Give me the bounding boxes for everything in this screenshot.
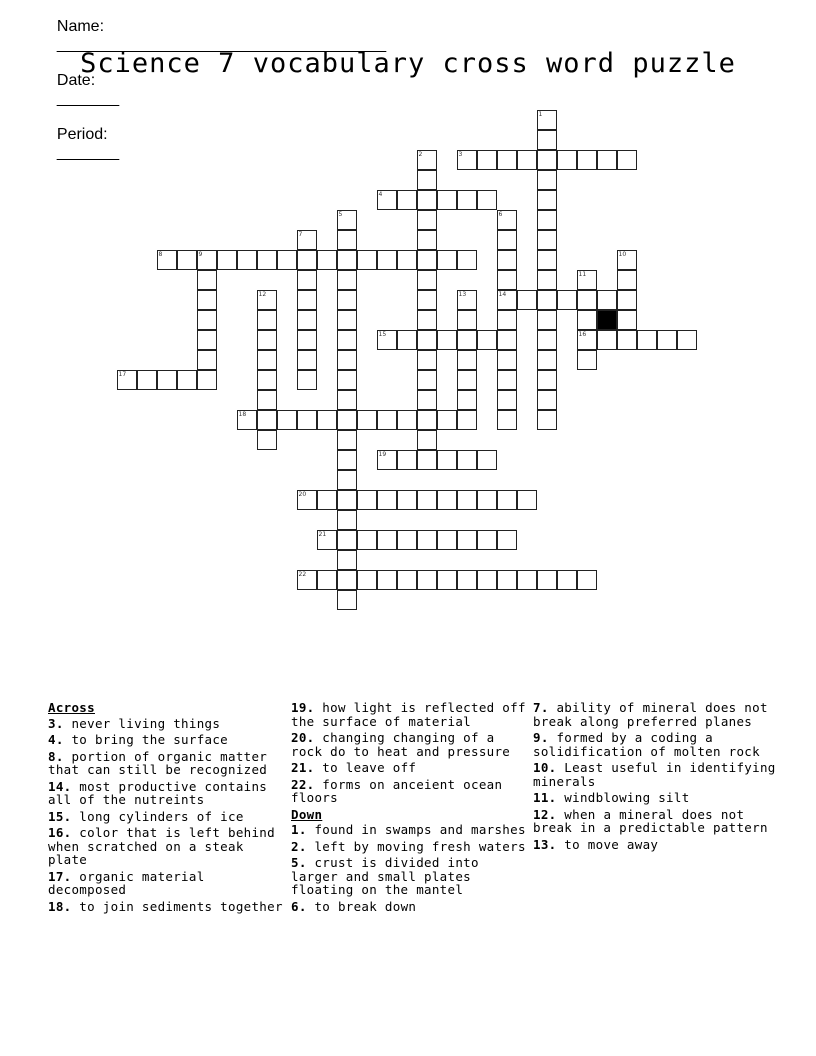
grid-cell[interactable] (417, 290, 437, 310)
grid-cell[interactable] (317, 250, 337, 270)
grid-cell[interactable] (457, 290, 477, 310)
clue-text: ability of mineral does not break along preferred planes (533, 700, 768, 729)
grid-cell[interactable] (497, 290, 517, 310)
clue-item (48, 733, 288, 747)
grid-cell[interactable] (397, 410, 417, 430)
grid-cell[interactable] (537, 250, 557, 270)
name-blank[interactable]: _____________________________________ (56, 36, 387, 53)
grid-cell[interactable] (317, 490, 337, 510)
grid-cell[interactable] (337, 250, 357, 270)
grid-cell[interactable] (497, 150, 517, 170)
clue-number: 13 (458, 290, 467, 298)
grid-cell[interactable] (577, 350, 597, 370)
grid-cell[interactable] (377, 190, 397, 210)
page-title: Science 7 vocabulary cross word puzzle (80, 48, 736, 79)
grid-cell[interactable] (257, 410, 277, 430)
grid-cell[interactable] (537, 230, 557, 250)
clue-text: changing changing of a rock do to heat and pressure (291, 730, 511, 759)
grid-cell[interactable] (517, 290, 537, 310)
clue-num: 3. (48, 715, 64, 731)
grid-cell[interactable] (337, 290, 357, 310)
grid-cell[interactable] (497, 310, 517, 330)
clue-number: 15 (378, 330, 387, 338)
clue-text: to bring the surface (63, 732, 228, 747)
grid-cell[interactable] (337, 570, 357, 590)
grid-cell[interactable] (577, 290, 597, 310)
grid-cell[interactable] (277, 410, 297, 430)
clue-num: 19. (291, 700, 315, 715)
grid-cell[interactable] (537, 370, 557, 390)
clue-text: to join sediments together (71, 898, 283, 914)
grid-cell[interactable] (297, 370, 317, 390)
grid-cell[interactable] (537, 110, 557, 130)
date-label: Date: (56, 72, 96, 89)
clue-text: found in swamps and marshes (306, 822, 526, 837)
grid-cell[interactable] (457, 310, 477, 330)
clue-num: 20. (291, 730, 315, 745)
grid-cell[interactable] (477, 190, 497, 210)
clue-number: 22 (298, 570, 307, 578)
grid-cell[interactable] (457, 450, 477, 470)
grid-cell[interactable] (457, 330, 477, 350)
grid-cell[interactable] (197, 250, 217, 270)
clue-num: 17. (48, 868, 72, 884)
grid-cell[interactable] (537, 150, 557, 170)
grid-cell[interactable] (337, 310, 357, 330)
grid-cell[interactable] (377, 490, 397, 510)
grid-cell[interactable] (337, 350, 357, 370)
clue-number: 21 (318, 530, 327, 538)
clue-item (533, 761, 783, 788)
grid-cell[interactable] (337, 370, 357, 390)
clue-text: never living things (63, 715, 221, 731)
grid-cell[interactable] (297, 250, 317, 270)
grid-cell[interactable] (337, 230, 357, 250)
clue-number: 14 (498, 290, 507, 298)
clue-text: organic material decomposed (48, 868, 205, 897)
clue-item (533, 838, 783, 852)
grid-cell[interactable] (537, 270, 557, 290)
grid-cell[interactable] (537, 170, 557, 190)
clue-number: 1 (538, 110, 543, 118)
grid-cell[interactable] (297, 290, 317, 310)
grid-cell[interactable] (337, 550, 357, 570)
grid-cell[interactable] (497, 410, 517, 430)
grid-cell[interactable] (457, 530, 477, 550)
grid-cell[interactable] (557, 290, 577, 310)
grid-cell[interactable] (337, 390, 357, 410)
grid-cell[interactable] (417, 370, 437, 390)
grid-cell[interactable] (197, 270, 217, 290)
grid-cell[interactable] (337, 410, 357, 430)
grid-cell[interactable] (517, 150, 537, 170)
grid-cell[interactable] (617, 290, 637, 310)
grid-cell[interactable] (417, 490, 437, 510)
clue-num: 5. (291, 855, 307, 870)
clue-item (533, 701, 783, 728)
grid-cell[interactable] (437, 570, 457, 590)
clue-text: to move away (556, 836, 659, 852)
grid-cell[interactable] (417, 310, 437, 330)
clue-item (291, 731, 531, 758)
grid-cell[interactable] (437, 530, 457, 550)
grid-cell[interactable] (417, 350, 437, 370)
clues-column-3 (533, 701, 783, 854)
clue-number: 7 (298, 230, 303, 238)
grid-cell[interactable] (417, 250, 437, 270)
grid-cell[interactable] (557, 570, 577, 590)
grid-cell[interactable] (257, 310, 277, 330)
grid-cell[interactable] (237, 250, 257, 270)
grid-cell[interactable] (617, 310, 637, 330)
grid-cell[interactable] (277, 250, 297, 270)
grid-cell[interactable] (357, 410, 377, 430)
grid-cell[interactable] (537, 130, 557, 150)
grid-cell[interactable] (417, 570, 437, 590)
grid-cell[interactable] (297, 270, 317, 290)
grid-cell[interactable] (197, 370, 217, 390)
clue-num: 1. (291, 822, 307, 837)
grid-cell[interactable] (137, 370, 157, 390)
grid-cell[interactable] (497, 490, 517, 510)
grid-cell[interactable] (397, 490, 417, 510)
grid-cell[interactable] (257, 290, 277, 310)
clue-text: left by moving fresh waters (306, 838, 526, 854)
grid-cell[interactable] (337, 210, 357, 230)
grid-cell[interactable] (257, 370, 277, 390)
grid-cell[interactable] (497, 530, 517, 550)
grid-cell[interactable] (537, 410, 557, 430)
clue-number: 3 (458, 150, 463, 158)
grid-cell[interactable] (537, 350, 557, 370)
grid-cell[interactable] (417, 270, 437, 290)
clue-number: 8 (158, 250, 163, 258)
grid-cell[interactable] (197, 310, 217, 330)
down-heading: Down (291, 806, 323, 822)
grid-cell[interactable] (297, 230, 317, 250)
grid-cell[interactable] (477, 490, 497, 510)
clue-number: 9 (198, 250, 203, 258)
grid-cell[interactable] (237, 410, 257, 430)
grid-cell[interactable] (337, 270, 357, 290)
grid-cell[interactable] (457, 390, 477, 410)
clue-item (291, 701, 531, 728)
grid-cell[interactable] (517, 490, 537, 510)
grid-cell[interactable] (457, 350, 477, 370)
clue-item (48, 900, 288, 914)
grid-cell[interactable] (337, 510, 357, 530)
clue-text: color that is left behind when scratched on a steak plate (48, 825, 275, 867)
grid-cell[interactable] (477, 450, 497, 470)
grid-cell[interactable] (417, 530, 437, 550)
clue-item (48, 826, 288, 867)
grid-cell[interactable] (297, 490, 317, 510)
grid-cell[interactable] (217, 250, 237, 270)
grid-cell[interactable] (337, 330, 357, 350)
grid-cell[interactable] (377, 530, 397, 550)
clue-number: 5 (338, 210, 343, 218)
grid-cell[interactable] (437, 330, 457, 350)
grid-cell[interactable] (377, 330, 397, 350)
grid-cell[interactable] (177, 370, 197, 390)
grid-cell[interactable] (437, 490, 457, 510)
grid-cell[interactable] (477, 150, 497, 170)
grid-cell[interactable] (557, 150, 577, 170)
clue-text: to break down (306, 898, 417, 914)
clue-item (291, 761, 531, 775)
grid-cell[interactable] (497, 330, 517, 350)
grid-cell[interactable] (377, 410, 397, 430)
grid-cell[interactable] (197, 350, 217, 370)
clue-text: formed by a coding a solidification of molten rock (533, 730, 760, 759)
clue-item (48, 750, 288, 777)
grid-cell[interactable] (537, 570, 557, 590)
grid-cell[interactable] (537, 390, 557, 410)
grid-cell[interactable] (197, 290, 217, 310)
clue-item (291, 856, 531, 897)
name-label: Name: (56, 18, 105, 35)
grid-cell[interactable] (597, 330, 617, 350)
grid-cell[interactable] (457, 370, 477, 390)
grid-cell[interactable] (497, 230, 517, 250)
grid-cell[interactable] (457, 570, 477, 590)
grid-cell[interactable] (317, 570, 337, 590)
clue-number: 18 (238, 410, 247, 418)
grid-cell[interactable] (617, 150, 637, 170)
grid-cell[interactable] (297, 310, 317, 330)
grid-cell[interactable] (637, 330, 657, 350)
grid-cell[interactable] (597, 290, 617, 310)
grid-cell[interactable] (437, 190, 457, 210)
period-blank[interactable]: _______ (56, 144, 120, 161)
grid-cell[interactable] (657, 330, 677, 350)
grid-cell[interactable] (457, 490, 477, 510)
clue-text: long cylinders of ice (71, 808, 244, 824)
clues-column-2 (291, 701, 531, 916)
grid-cell[interactable] (377, 450, 397, 470)
clue-num: 14. (48, 778, 72, 794)
grid-cell[interactable] (297, 570, 317, 590)
grid-cell[interactable] (497, 390, 517, 410)
grid-cell[interactable] (617, 250, 637, 270)
clue-num: 11. (533, 790, 557, 805)
clue-num: 4. (48, 732, 64, 747)
clue-item (533, 808, 783, 835)
grid-cell[interactable] (457, 410, 477, 430)
clue-num: 15. (48, 808, 72, 824)
grid-cell[interactable] (577, 270, 597, 290)
grid-cell[interactable] (577, 310, 597, 330)
grid-cell[interactable] (477, 330, 497, 350)
grid-cell[interactable] (357, 250, 377, 270)
clue-text: forms on anceient ocean floors (291, 776, 503, 805)
clue-num: 10. (533, 760, 557, 775)
clue-item (291, 823, 531, 837)
grid-cell[interactable] (417, 150, 437, 170)
grid-cell[interactable] (497, 570, 517, 590)
grid-cell[interactable] (317, 530, 337, 550)
clue-num: 9. (533, 730, 549, 745)
grid-cell[interactable] (537, 210, 557, 230)
clue-num: 8. (48, 748, 64, 764)
grid-cell[interactable] (417, 210, 437, 230)
grid-cell[interactable] (397, 530, 417, 550)
grid-cell[interactable] (157, 250, 177, 270)
clue-item (48, 870, 288, 897)
clue-num: 7. (533, 700, 549, 715)
clue-num: 13. (533, 836, 557, 852)
clue-num: 18. (48, 898, 72, 914)
grid-cell[interactable] (177, 250, 197, 270)
clue-number: 6 (498, 210, 503, 218)
grid-cell[interactable] (257, 430, 277, 450)
clue-num: 21. (291, 760, 315, 775)
grid-cell[interactable] (117, 370, 137, 390)
clue-text: when a mineral does not break in a predictable pattern (533, 806, 768, 835)
grid-cell[interactable] (417, 450, 437, 470)
grid-cell[interactable] (417, 190, 437, 210)
period-label: Period: (56, 126, 108, 143)
grid-cell[interactable] (297, 350, 317, 370)
clue-num: 12. (533, 806, 557, 822)
grid-cell[interactable] (597, 150, 617, 170)
grid-cell[interactable] (517, 570, 537, 590)
clue-number: 2 (418, 150, 423, 158)
clue-num: 2. (291, 838, 307, 854)
grid-cell[interactable] (537, 190, 557, 210)
grid-cell[interactable] (257, 390, 277, 410)
clue-text: to leave off (314, 760, 417, 775)
grid-cell[interactable] (337, 450, 357, 470)
grid-cell[interactable] (257, 350, 277, 370)
clue-item (48, 810, 288, 824)
grid-cell[interactable] (337, 590, 357, 610)
grid-cell[interactable] (297, 330, 317, 350)
grid-cell[interactable] (617, 270, 637, 290)
grid-cell[interactable] (157, 370, 177, 390)
clue-number: 17 (118, 370, 127, 378)
grid-cell[interactable] (417, 330, 437, 350)
grid-cell[interactable] (497, 350, 517, 370)
grid-cell[interactable] (577, 330, 597, 350)
grid-cell[interactable] (437, 450, 457, 470)
clue-number: 20 (298, 490, 307, 498)
clue-number: 10 (618, 250, 627, 258)
clue-item (48, 717, 288, 731)
grid-cell[interactable] (577, 150, 597, 170)
clue-number: 19 (378, 450, 387, 458)
grid-cell[interactable] (497, 210, 517, 230)
clue-text: windblowing silt (556, 790, 690, 805)
clue-number: 12 (258, 290, 267, 298)
grid-cell[interactable] (617, 330, 637, 350)
date-blank[interactable]: _______ (56, 90, 120, 107)
grid-cell[interactable] (397, 190, 417, 210)
clue-item (533, 791, 783, 805)
grid-cell[interactable] (397, 450, 417, 470)
grid-cell[interactable] (457, 190, 477, 210)
grid-cell[interactable] (337, 530, 357, 550)
clue-text: portion of organic matter that can still be recognized (48, 748, 268, 777)
grid-cell[interactable] (497, 250, 517, 270)
grid-cell[interactable] (377, 570, 397, 590)
grid-cell[interactable] (337, 470, 357, 490)
grid-cell[interactable] (437, 410, 457, 430)
grid-cell[interactable] (477, 570, 497, 590)
clue-num: 16. (48, 825, 72, 840)
grid-cell[interactable] (357, 530, 377, 550)
clue-text: crust is divided into larger and small plates floating on the mantel (291, 855, 479, 897)
clue-item (291, 840, 531, 854)
grid-cell[interactable] (397, 250, 417, 270)
grid-cell[interactable] (357, 490, 377, 510)
grid-cell[interactable] (457, 250, 477, 270)
grid-cell[interactable] (197, 330, 217, 350)
grid-cell[interactable] (397, 330, 417, 350)
grid-cell[interactable] (417, 170, 437, 190)
grid-cell[interactable] (537, 330, 557, 350)
grid-cell[interactable] (497, 270, 517, 290)
clue-item (533, 731, 783, 758)
grid-cell[interactable] (377, 250, 397, 270)
grid-cell[interactable] (457, 150, 477, 170)
grid-cell[interactable] (577, 570, 597, 590)
grid-cell[interactable] (497, 370, 517, 390)
grid-cell[interactable] (477, 530, 497, 550)
grid-cell[interactable] (677, 330, 697, 350)
grid-cell[interactable] (417, 230, 437, 250)
grid-cell[interactable] (537, 290, 557, 310)
grid-cell[interactable] (257, 330, 277, 350)
grid-cell[interactable] (397, 570, 417, 590)
grid-cell[interactable] (537, 310, 557, 330)
grid-cell[interactable] (417, 430, 437, 450)
clue-text: most productive contains all of the nutreints (48, 778, 268, 807)
clue-item (291, 778, 531, 805)
clue-number: 11 (578, 270, 587, 278)
clue-item (48, 780, 288, 807)
across-heading: Across (48, 700, 95, 715)
clue-text: how light is reflected off the surface of material (291, 700, 526, 729)
grid-cell[interactable] (437, 250, 457, 270)
grid-cell[interactable] (337, 490, 357, 510)
clue-text: Least useful in identifying minerals (533, 760, 776, 789)
grid-cell[interactable] (357, 570, 377, 590)
clues-column-1 (48, 701, 288, 916)
grid-cell[interactable] (317, 410, 337, 430)
clue-num: 6. (291, 898, 307, 914)
grid-cell[interactable] (297, 410, 317, 430)
clue-num: 22. (291, 776, 315, 792)
grid-cell[interactable] (417, 390, 437, 410)
black-cell (597, 310, 617, 330)
clue-number: 16 (578, 330, 587, 338)
clue-item (291, 900, 531, 914)
clue-number: 4 (378, 190, 383, 198)
grid-cell[interactable] (337, 430, 357, 450)
grid-cell[interactable] (417, 410, 437, 430)
grid-cell[interactable] (257, 250, 277, 270)
